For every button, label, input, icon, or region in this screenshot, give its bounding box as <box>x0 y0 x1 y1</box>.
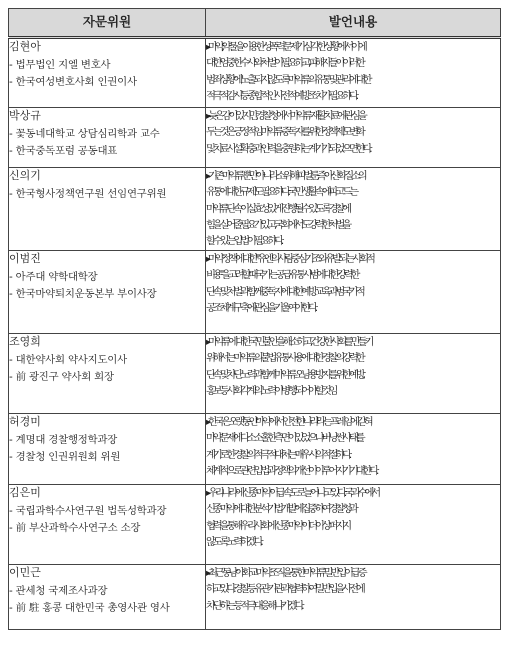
statement-line: ▸한국은 오랫동안 '마약에서 안전한 나라'라는 프레임에 갇혀 <box>206 416 371 428</box>
table-body <box>9 38 501 630</box>
statement-line: 할 수 있는 입법이 필요하다. <box>206 235 281 248</box>
member-affiliation: - 한국여성변호사회 인권이사 <box>9 75 137 88</box>
member-affiliation: - 前 부산과학수사연구소 소장 <box>9 521 141 534</box>
member-name: 김은미 <box>9 486 41 499</box>
member-cell <box>9 251 206 334</box>
member-name: 조영희 <box>9 335 41 348</box>
member-affiliation: - 법무법인 지엘 변호사 <box>9 59 111 72</box>
statement-line: 비용"을 고려할 때 국가는 공급·유통사범에 대한 강력한 <box>206 269 358 282</box>
statement-line: 위해서는 마약류의 불법유통·사용에 대한 경찰의 강력한 <box>206 352 363 365</box>
statement-line: 공조체계 구축에 관심을 기울여야 한다. <box>206 301 315 314</box>
statement-line: ▸마약정책에 대한 "유엔의 사람중심 기조와 유발되는 사회적 <box>206 253 373 265</box>
statement-line: 홍보 등 사회각계의 노력이 병행되어야 할 것임 <box>206 384 336 397</box>
member-name: 김현아 <box>9 40 41 53</box>
statement-line: 마약류 단속이 실효성 있게 진행될 수 있도록 경찰에 <box>206 202 349 215</box>
statement-line: 체계적으로 관련 입법과 정책의 개선이 이루어지기 기대한다. <box>206 464 377 477</box>
statement-line: ▸마약, 약물을 이용한 성폭력 문제가 심각한 상황에서 이에 <box>206 41 365 53</box>
statement-line: ▸마약류에 대한 국민불안을 해소하고, 건강한 사회를 만들기 <box>206 336 372 348</box>
member-cell <box>9 485 206 565</box>
member-affiliation: - 경찰청 인권위원회 위원 <box>9 450 121 463</box>
member-cell <box>9 334 206 414</box>
statement-cell <box>206 565 501 630</box>
member-cell <box>9 38 206 108</box>
member-cell <box>9 565 206 630</box>
statement-line: 단속 및 처벌과 함께 중독자에 대한 예방교육과 범국가적 <box>206 285 363 298</box>
member-name: 박상규 <box>9 109 41 122</box>
advisory-table <box>8 8 501 630</box>
statement-cell <box>206 38 501 108</box>
statement-line: ▸우리나라에 신종마약이 급속도로 늘어나고 있다. 국과수에서 <box>206 487 378 499</box>
member-affiliation: - 대한약사회 약사지도이사 <box>9 354 127 367</box>
statement-cell <box>206 485 501 565</box>
statement-line: 단속 및 차단 노력과 함께 마약류 오남용 방지를 위한 예방, <box>206 368 363 381</box>
member-name: 이범진 <box>9 252 41 265</box>
table-row <box>9 108 501 168</box>
table-row <box>9 485 501 565</box>
statement-cell <box>206 334 501 414</box>
table-row <box>9 168 501 251</box>
header-row <box>9 9 501 38</box>
member-affiliation: - 계명대 경찰행정학과장 <box>9 434 118 447</box>
member-affiliation: - 아주대 약학대학장 <box>9 271 98 284</box>
member-name: 신의기 <box>9 169 41 182</box>
statement-line: 차단하는 등 적극 대응해 나가겠다. <box>206 599 302 612</box>
statement-line: 신종마약에 대한 분석기법 개발에 집중하여 경찰청과 <box>206 503 356 516</box>
statement-cell <box>206 414 501 485</box>
statement-line: 계기로 한 경찰의 적극적 대처는 매우 시의적절하다. <box>206 448 349 461</box>
member-affiliation: - 한국형사정책연구원 선임연구위원 <box>9 188 167 201</box>
table-row <box>9 414 501 485</box>
member-affiliation: - 국립과학수사연구원 법독성학과장 <box>9 505 167 518</box>
member-affiliation: - 한국중독포럼 공동대표 <box>9 144 118 157</box>
member-affiliation: - 관세청 국제조사과장 <box>9 585 108 598</box>
statement-line: 범죄 상황에 노출되지 않도록 마약류의 유통 및 관리에 대한 <box>206 73 370 86</box>
statement-line: 협력을 통해 우리 사회에 신종마약이 더 이상 퍼지지 <box>206 519 349 532</box>
member-affiliation: - 한국마약퇴치운동본부 부이사장 <box>9 287 157 300</box>
member-affiliation: - 꽃동네대학교 상담심리학과 교수 <box>9 128 160 141</box>
statement-line: ▸늦은 감이 있지만, 경찰청에서 마약류 재활 치료에 관심을 <box>206 110 365 122</box>
statement-line: 유통에 대한 규제도 필요하다. 국민 생활 속에 파고드는 <box>206 186 356 199</box>
statement-line: 두는 것은 긍정적임. 마약류 중독자를 위한 정책제도 변화 <box>206 126 363 139</box>
statement-line: 및 치료시설 확충과 인력을 충원하는 계기가 되었으면 한다. <box>206 142 370 155</box>
member-name: 허경미 <box>9 415 41 428</box>
statement-line: ▸기존 마약류뿐만 아니라 소위 해피벌룬, 즉 아산화질소의 <box>206 170 365 182</box>
statement-line: ▸최근 동남아 화교 마약조직을 통한 마약류 밀반입이 급증 <box>206 567 365 579</box>
member-affiliation: - 前 駐 홍콩 대한민국 총영사관 영사 <box>9 601 170 614</box>
member-cell <box>9 168 206 251</box>
table-row <box>9 334 501 414</box>
table-row <box>9 251 501 334</box>
member-affiliation: - 前 광진구 약사회 회장 <box>9 370 114 383</box>
header-statement: 발언내용 <box>206 9 501 38</box>
statement-line: 하고 있다. 경찰 등 유관기관과 협력하여 밀반입을 사전에 <box>206 583 363 596</box>
statement-line: 힘을 실어줄 필요가 있고, 국회에서도 강력한 처벌을 <box>206 218 349 231</box>
statement-cell <box>206 168 501 251</box>
statement-line: 않도록 노력하겠다. <box>206 535 261 548</box>
statement-line: 적극적 감시 등 종합적인 사전적 예방 조치가 필요하다. <box>206 89 356 102</box>
statement-line: 마약문제에 다소 소홀한 측면이 있었으나 버닝썬 사태를 <box>206 432 363 445</box>
member-cell <box>9 108 206 168</box>
table-row <box>9 38 501 108</box>
statement-cell <box>206 108 501 168</box>
header-member: 자문위원 <box>9 9 206 38</box>
member-name: 이민근 <box>9 566 41 579</box>
table-row <box>9 565 501 630</box>
statement-line: 대한 엄중한 수사와 처벌이 필요하고, 피해자들이 이러한 <box>206 57 363 70</box>
member-cell <box>9 414 206 485</box>
statement-cell <box>206 251 501 334</box>
